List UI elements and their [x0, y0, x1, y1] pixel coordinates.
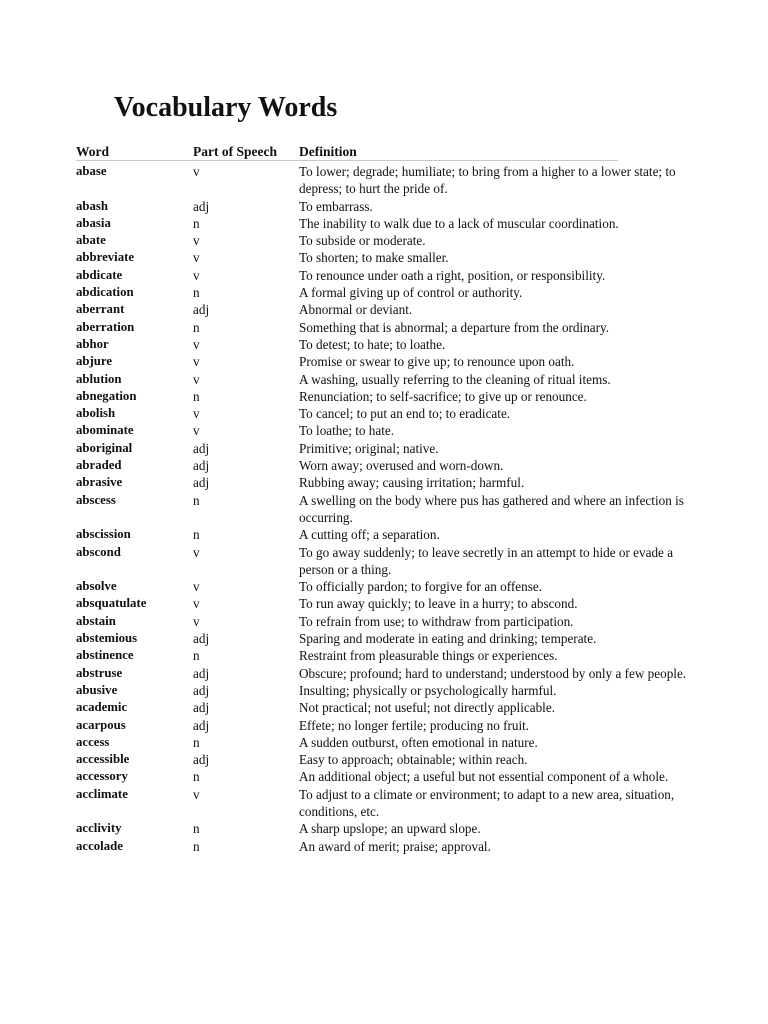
entry-word: abscess [76, 492, 116, 507]
entry-part-of-speech: adj [193, 475, 210, 491]
entry-word: abash [76, 198, 109, 213]
entry-definition: To shorten; to make smaller. [299, 250, 449, 266]
column-header-part-of-speech: Part of Speech [193, 144, 277, 159]
entry-part-of-speech: adj [193, 440, 210, 456]
entry-part-of-speech: adj [193, 458, 210, 474]
entry-definition: Insulting; physically or psychologically harmful. [299, 682, 557, 698]
entry-part-of-speech: n [193, 838, 200, 854]
entry-definition: Effete; no longer fertile; producing no fruit. [299, 717, 530, 733]
entry-definition: Worn away; overused and worn-down. [299, 458, 504, 474]
entry-definition: A sharp upslope; an upward slope. [299, 821, 481, 837]
entry-word: abasia [76, 215, 111, 230]
table-row [76, 492, 692, 527]
entry-definition: A swelling on the body where pus has gathered and where an infection is occurring. [299, 492, 684, 525]
table-row [76, 267, 692, 284]
table-row [76, 249, 692, 266]
entry-definition: To lower; degrade; humiliate; to bring from a higher to a lower state; to depress; to hurt the pride of. [299, 164, 676, 197]
entry-word: abusive [76, 682, 118, 697]
table-row [76, 301, 692, 318]
entry-word: abstinence [76, 648, 134, 663]
table-row [76, 838, 692, 855]
table-row [76, 284, 692, 301]
entry-word: abstruse [76, 665, 123, 680]
table-row [76, 388, 692, 405]
entry-definition: To adjust to a climate or environment; to adapt to a new area, situation, conditions, etc. [299, 786, 675, 819]
entry-word: abjure [76, 354, 113, 369]
entry-definition: To go away suddenly; to leave secretly in an attempt to hide or evade a person or a thing. [299, 544, 674, 577]
table-row [76, 526, 692, 543]
entry-part-of-speech: n [193, 492, 200, 508]
entry-word: abase [76, 164, 107, 178]
table-row [76, 353, 692, 370]
entry-definition: The inability to walk due to a lack of muscular coordination. [299, 215, 619, 231]
table-row [76, 474, 692, 491]
entry-part-of-speech: v [193, 336, 200, 352]
entry-word: abominate [76, 423, 134, 438]
table-row [76, 595, 692, 612]
entry-definition: To officially pardon; to forgive for an offense. [299, 579, 542, 595]
entry-definition: Abnormal or deviant. [299, 302, 413, 318]
table-row [76, 613, 692, 630]
table-row [76, 544, 692, 579]
table-row [76, 647, 692, 664]
entry-word: abbreviate [76, 250, 135, 265]
entry-word: abraded [76, 458, 122, 473]
entry-word: abnegation [76, 388, 137, 403]
entry-definition: Something that is abnormal; a departure from the ordinary. [299, 319, 610, 335]
entry-part-of-speech: adj [193, 752, 210, 768]
entry-part-of-speech: n [193, 319, 200, 335]
table-row [76, 371, 692, 388]
table-row [76, 319, 692, 336]
table-row [76, 682, 692, 699]
table-row [76, 422, 692, 439]
entry-word: absquatulate [76, 596, 147, 611]
entry-word: abate [76, 233, 106, 248]
table-row [76, 215, 692, 232]
entry-part-of-speech: adj [193, 682, 210, 698]
entry-part-of-speech: n [193, 527, 200, 543]
page-title: Vocabulary Words [114, 92, 338, 123]
table-row [76, 163, 692, 198]
entry-word: aberrant [76, 302, 125, 317]
table-row [76, 232, 692, 249]
entry-part-of-speech: v [193, 613, 200, 629]
table-row [76, 751, 692, 768]
entry-word: abdicate [76, 267, 123, 282]
table-row [76, 665, 692, 682]
entry-word: abrasive [76, 475, 123, 490]
header-divider [76, 160, 618, 161]
entry-part-of-speech: v [193, 233, 200, 249]
entry-word: abdication [76, 285, 134, 300]
table-row [76, 820, 692, 837]
entry-part-of-speech: v [193, 164, 200, 179]
entry-word: acclimate [76, 786, 128, 801]
table-row [76, 734, 692, 751]
entry-part-of-speech: adj [193, 198, 210, 214]
table-row [76, 699, 692, 716]
entry-word: accessible [76, 752, 130, 767]
entry-part-of-speech: n [193, 769, 200, 785]
entry-definition: A formal giving up of control or authority. [299, 285, 523, 301]
table-body [76, 163, 692, 855]
vocabulary-table [76, 143, 692, 854]
entry-definition: Restraint from pleasurable things or experiences. [299, 648, 558, 664]
entry-definition: Primitive; original; native. [299, 440, 439, 456]
entry-definition: A sudden outburst, often emotional in nature. [299, 734, 538, 750]
entry-word: absolve [76, 579, 117, 594]
entry-definition: Rubbing away; causing irritation; harmful. [299, 475, 525, 491]
entry-definition: An award of merit; praise; approval. [299, 838, 491, 854]
entry-part-of-speech: adj [193, 700, 210, 716]
entry-part-of-speech: n [193, 285, 200, 301]
entry-part-of-speech: n [193, 388, 200, 404]
column-header-word: Word [76, 144, 110, 159]
entry-word: access [76, 734, 110, 749]
table-row [76, 786, 692, 821]
entry-definition: To run away quickly; to leave in a hurry; to abscond. [299, 596, 578, 612]
entry-part-of-speech: v [193, 250, 200, 266]
entry-word: acarpous [76, 717, 126, 732]
entry-part-of-speech: v [193, 423, 200, 439]
entry-definition: To embarrass. [299, 198, 373, 214]
entry-definition: To renounce under oath a right, position, or responsibility. [299, 267, 606, 283]
table-row [76, 717, 692, 734]
table-row [76, 630, 692, 647]
entry-part-of-speech: v [193, 354, 200, 370]
entry-word: abhor [76, 336, 109, 351]
entry-part-of-speech: n [193, 648, 200, 664]
entry-part-of-speech: v [193, 371, 200, 387]
entry-word: acclivity [76, 821, 122, 836]
table-row [76, 457, 692, 474]
entry-word: abolish [76, 406, 116, 421]
entry-definition: Easy to approach; obtainable; within reach. [299, 752, 528, 768]
entry-part-of-speech: adj [193, 302, 210, 318]
entry-definition: To refrain from use; to withdraw from participation. [299, 613, 574, 629]
table-row [76, 768, 692, 785]
entry-word: aboriginal [76, 440, 133, 455]
entry-word: abscission [76, 527, 131, 542]
entry-definition: Not practical; not useful; not directly applicable. [299, 700, 555, 716]
entry-definition: A cutting off; a separation. [299, 527, 440, 543]
entry-part-of-speech: n [193, 821, 200, 837]
entry-word: aberration [76, 319, 135, 334]
entry-part-of-speech: v [193, 786, 200, 802]
entry-word: abscond [76, 544, 121, 559]
entry-part-of-speech: v [193, 579, 200, 595]
entry-part-of-speech: adj [193, 665, 210, 681]
entry-word: accessory [76, 769, 128, 784]
entry-part-of-speech: v [193, 596, 200, 612]
entry-word: abstain [76, 613, 116, 628]
entry-definition: Renunciation; to self-sacrifice; to give up or renounce. [299, 388, 587, 404]
entry-word: accolade [76, 838, 123, 853]
table-row [76, 198, 692, 215]
entry-word: ablution [76, 371, 122, 386]
table-row [76, 578, 692, 595]
entry-definition: To cancel; to put an end to; to eradicate. [299, 406, 511, 422]
table-header [76, 143, 692, 160]
entry-definition: To detest; to hate; to loathe. [299, 336, 446, 352]
table-row [76, 405, 692, 422]
entry-part-of-speech: adj [193, 631, 210, 647]
table-row [76, 336, 692, 353]
entry-definition: Sparing and moderate in eating and drinking; temperate. [299, 631, 597, 647]
entry-definition: A washing, usually referring to the cleaning of ritual items. [299, 371, 611, 387]
column-header-definition: Definition [299, 144, 357, 159]
entry-definition: To subside or moderate. [299, 233, 426, 249]
entry-part-of-speech: v [193, 267, 200, 283]
entry-definition: Obscure; profound; hard to understand; understood by only a few people. [299, 665, 687, 681]
entry-definition: To loathe; to hate. [299, 423, 395, 439]
entry-part-of-speech: v [193, 544, 200, 560]
entry-part-of-speech: n [193, 734, 200, 750]
table-row [76, 440, 692, 457]
entry-part-of-speech: adj [193, 717, 210, 733]
entry-definition: Promise or swear to give up; to renounce upon oath. [299, 354, 575, 370]
entry-definition: An additional object; a useful but not essential component of a whole. [299, 769, 669, 785]
entry-word: abstemious [76, 631, 138, 646]
entry-part-of-speech: v [193, 406, 200, 422]
entry-word: academic [76, 700, 128, 715]
entry-part-of-speech: n [193, 215, 200, 231]
